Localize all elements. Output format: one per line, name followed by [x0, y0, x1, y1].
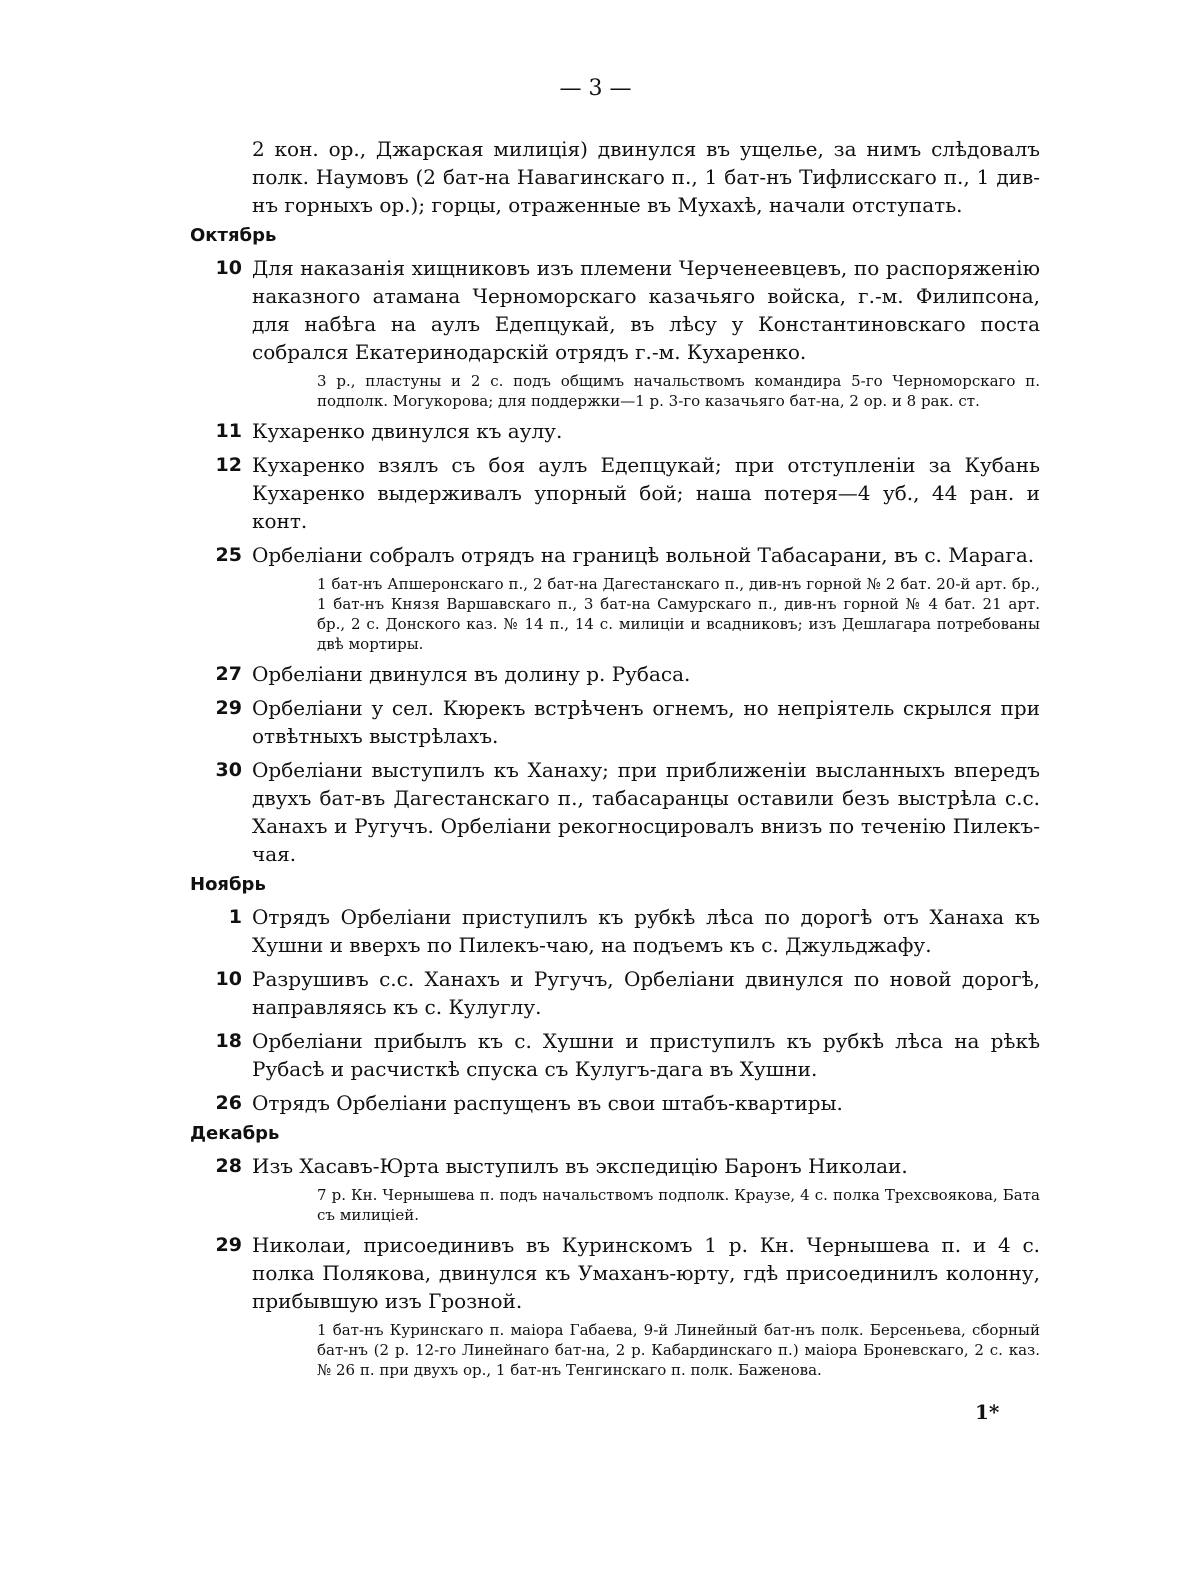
- entry-day: 29: [215, 1234, 242, 1256]
- chronicle-entry: [190, 1089, 1040, 1117]
- entry-day: 18: [215, 1030, 242, 1052]
- entry-text: Разрушивъ с.с. Ханахъ и Ругучъ, Орбеліани двинулся по новой дорогѣ, направляясь къ с. Кулуглу.: [252, 967, 1040, 1019]
- entry-day: 27: [215, 663, 242, 685]
- entry-day: 12: [215, 454, 242, 476]
- chronicle-entry: [190, 541, 1040, 654]
- entry-note: 1 бат-нъ Апшеронскаго п., 2 бат-на Дагестанскаго п., див-нъ горной № 2 бат. 20-й арт. бр., 1 бат-нъ Князя Варшавскаго п., 3 бат-на Самурскаго п., див-нъ горной № 4 бат. 21 арт. бр., 2 с. Донского каз. № 14 п., 14 с. милиціи и всадниковъ; изъ Дешлагара потребованы двѣ мортиры.: [317, 575, 1040, 653]
- chronicle-entry: [190, 1152, 1040, 1225]
- chronicle-entry: [190, 694, 1040, 750]
- entry-text: Орбеліани прибылъ къ с. Хушни и приступилъ къ рубкѣ лѣса на рѣкѣ Рубасѣ и расчисткѣ спуска съ Кулугъ-дага въ Хушни.: [252, 1029, 1040, 1081]
- entry-text: Для наказанія хищниковъ изъ племени Черченеевцевъ, по распоряженію наказного атамана Черноморскаго казачьяго войска, г.-м. Филипсона, для набѣга на аулъ Едепцукай, въ лѣсу у Константиновскаго поста собрался Екатеринодарскій отрядъ г.-м. Кухаренко.: [252, 256, 1040, 364]
- entry-day: 25: [215, 544, 242, 566]
- entry-text: Изъ Хасавъ-Юрта выступилъ въ экспедицію Баронъ Николаи.: [252, 1154, 908, 1178]
- entry-text: Отрядъ Орбеліани распущенъ въ свои штабъ-квартиры.: [252, 1091, 843, 1115]
- entry-day: 1: [228, 906, 242, 928]
- entry-day: 28: [215, 1155, 242, 1177]
- signature-mark: 1*: [975, 1400, 1000, 1424]
- entry-text: Орбеліани выступилъ къ Ханаху; при приближеніи высланныхъ впередъ двухъ бат-въ Дагестанскаго п., табасаранцы оставили безъ выстрѣла с.с. Ханахъ и Ругучъ. Орбеліани рекогносцировалъ внизъ по теченію Пилекъ-чая.: [252, 758, 1040, 866]
- entry-text: Орбеліани у сел. Кюрекъ встрѣченъ огнемъ, но непріятель скрылся при отвѣтныхъ выстрѣлахъ.: [252, 696, 1040, 748]
- page-content: [190, 135, 1040, 1384]
- entry-day: 10: [215, 968, 242, 990]
- intro-paragraph: 2 кон. ор., Джарская милиція) двинулся въ ущелье, за нимъ слѣдовалъ полк. Наумовъ (2 бат-на Навагинскаго п., 1 бат-нъ Тифлисскаго п., 1 див-нъ горныхъ ор.); горцы, отраженные въ Мухахѣ, начали отступать.: [252, 137, 1040, 217]
- months-container: [190, 224, 1040, 1380]
- chronicle-entry: [190, 1231, 1040, 1380]
- chronicle-entry: [190, 756, 1040, 868]
- chronicle-entry: [190, 451, 1040, 535]
- entry-day: 11: [215, 420, 242, 442]
- chronicle-entry: [190, 965, 1040, 1021]
- chronicle-entry: [190, 903, 1040, 959]
- page-number: — 3 —: [559, 76, 632, 101]
- entry-note: 3 р., пластуны и 2 с. подъ общимъ начальствомъ командира 5-го Черноморскаго п. подполк. Могукорова; для поддержки—1 р. 3-го казачьяго бат-на, 2 ор. и 8 рак. ст.: [317, 372, 1040, 410]
- month-heading: Октябрь: [190, 225, 277, 246]
- entry-text: Отрядъ Орбеліани приступилъ къ рубкѣ лѣса по дорогѣ отъ Ханаха къ Хушни и вверхъ по Пилекъ-чаю, на подъемъ къ с. Джульджафу.: [252, 905, 1040, 957]
- entry-text: Кухаренко взялъ съ боя аулъ Едепцукай; при отступленіи за Кубань Кухаренко выдерживалъ упорный бой; наша потеря—4 уб., 44 ран. и конт.: [252, 453, 1040, 533]
- chronicle-entry: [190, 660, 1040, 688]
- chronicle-entry: [190, 254, 1040, 411]
- entry-text: Кухаренко двинулся къ аулу.: [252, 419, 563, 443]
- entry-day: 29: [215, 697, 242, 719]
- entry-day: 10: [215, 257, 242, 279]
- month-heading: Декабрь: [190, 1123, 280, 1144]
- chronicle-entry: [190, 417, 1040, 445]
- month-heading: Ноябрь: [190, 874, 266, 895]
- entry-note: 1 бат-нъ Куринскаго п. маіора Габаева, 9-й Линейный бат-нъ полк. Берсеньева, сборный бат-нъ (2 р. 12-го Линейнаго бат-на, 2 р. Кабардинскаго п.) маіора Броневскаго, 2 с. каз. № 26 п. при двухъ ор., 1 бат-нъ Тенгинскаго п. полк. Баженова.: [317, 1321, 1040, 1379]
- chronicle-entry: [190, 1027, 1040, 1083]
- entry-text: Орбеліани двинулся въ долину р. Рубаса.: [252, 662, 691, 686]
- entry-text: Орбеліани собралъ отрядъ на границѣ вольной Табасарани, въ с. Марага.: [252, 543, 1035, 567]
- entry-note: 7 р. Кн. Чернышева п. подъ начальствомъ подполк. Краузе, 4 с. полка Трехсвоякова, Бата съ милиціей.: [317, 1186, 1040, 1224]
- entry-day: 30: [215, 759, 242, 781]
- entry-day: 26: [215, 1092, 242, 1114]
- entry-text: Николаи, присоединивъ въ Куринскомъ 1 р. Кн. Чернышева п. и 4 с. полка Полякова, двинулся къ Умаханъ-юрту, гдѣ присоединилъ колонну, прибывшую изъ Грозной.: [252, 1233, 1040, 1313]
